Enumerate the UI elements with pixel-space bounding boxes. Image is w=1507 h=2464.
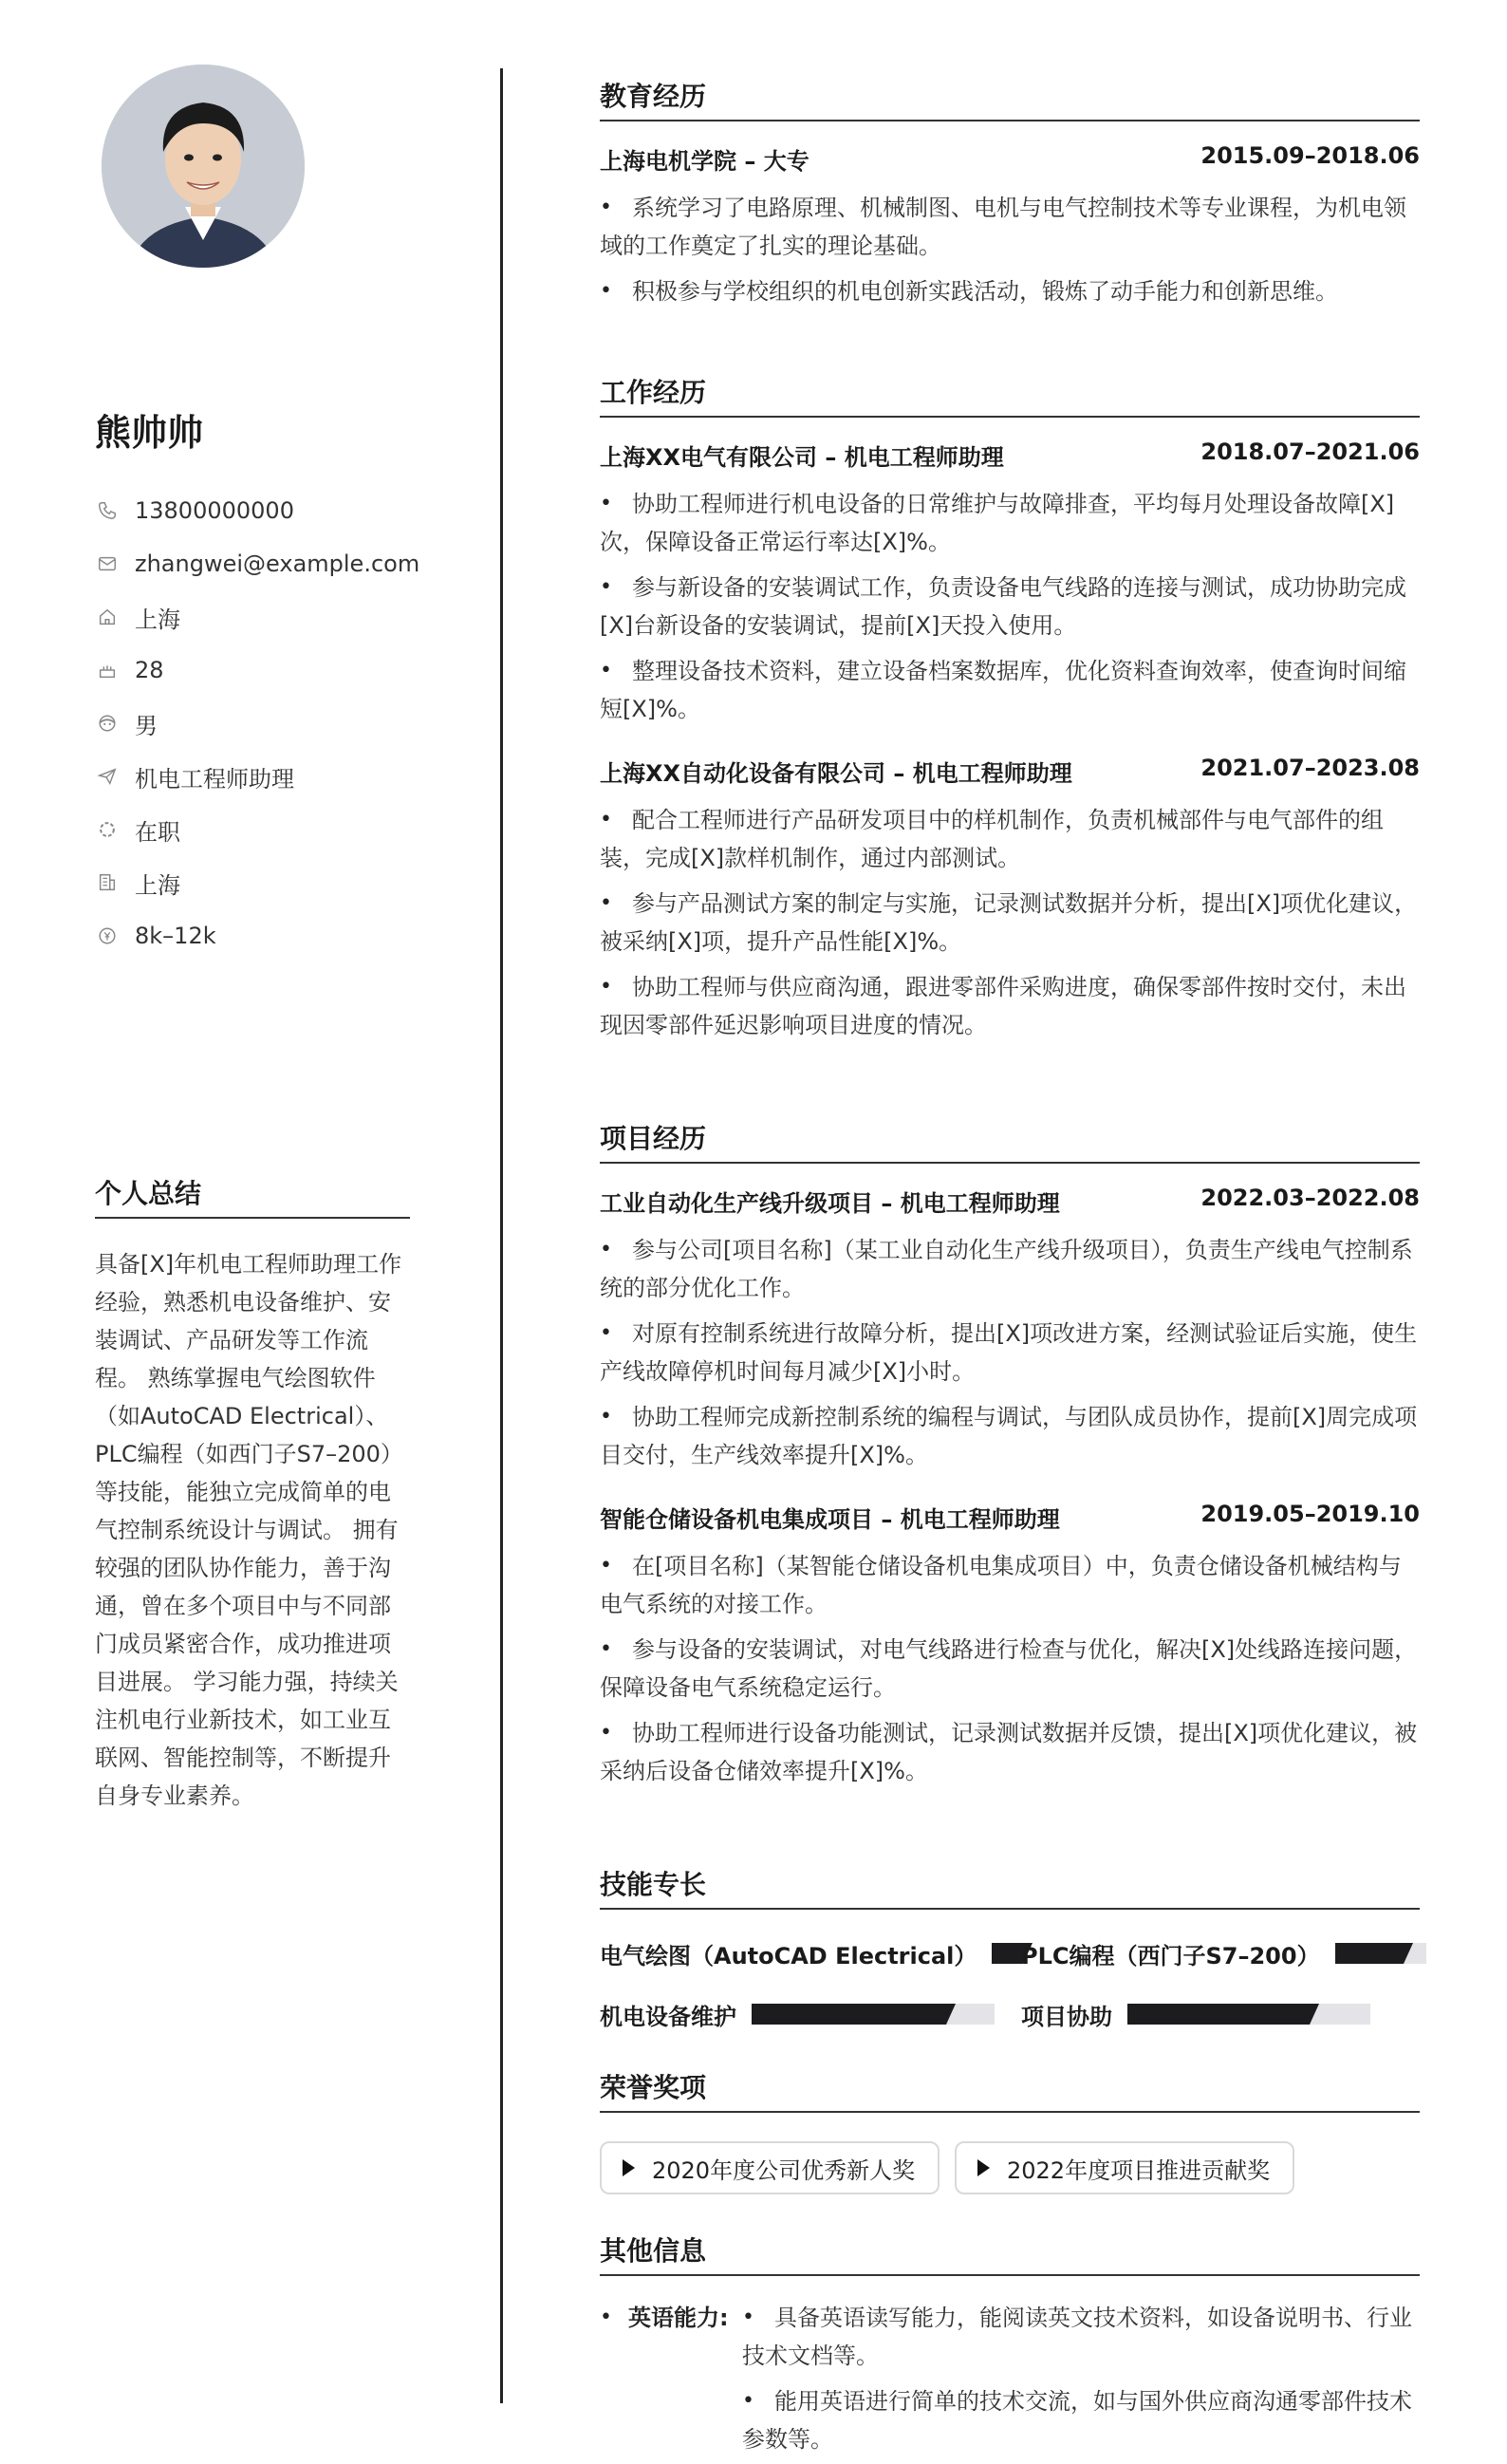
education-section	[600, 76, 1420, 310]
entry-title: 上海电机学院 – 大专	[600, 148, 809, 175]
education-entry	[600, 142, 1420, 310]
sidebar	[0, 0, 501, 2464]
mail-icon	[95, 551, 120, 576]
bullet-list	[600, 1547, 1420, 1790]
skill-item	[600, 1934, 1028, 1972]
contact-text: 28	[135, 657, 164, 683]
project-entry	[600, 1501, 1420, 1790]
section-title: 项目经历	[600, 1118, 1420, 1164]
contact-list	[95, 484, 474, 962]
entry-date: 2015.09–2018.06	[1200, 142, 1420, 169]
building-icon	[95, 870, 120, 895]
summary-title: 个人总结	[95, 1173, 410, 1219]
contact-text: 男	[135, 712, 158, 739]
phone-icon	[95, 498, 120, 523]
list-item: • 能用英语进行简单的技术交流，如与国外供应商沟通零部件技术参数等。	[742, 2382, 1418, 2458]
contact-age	[95, 644, 474, 697]
entry-title: 工业自动化生产线升级项目 – 机电工程师助理	[600, 1190, 1060, 1217]
skill-bar-fill	[1335, 1943, 1404, 1964]
award-tag	[600, 2141, 940, 2194]
list-item: • 协助工程师进行机电设备的日常维护与故障排查，平均每月处理设备故障[X]次，保障设备正常运行率达[X]%。	[600, 485, 1420, 561]
list-item: • 协助工程师完成新控制系统的编程与调试，与团队成员协作，提前[X]周完成项目交付，生产线效率提升[X]%。	[600, 1398, 1420, 1474]
divider	[500, 68, 503, 2403]
skill-bar-fill	[1127, 2004, 1310, 2025]
award-tag	[955, 2141, 1294, 2194]
work-section	[600, 372, 1420, 1044]
avatar	[102, 65, 305, 268]
entry-date: 2019.05–2019.10	[1200, 1501, 1420, 1527]
list-item: • 积极参与学校组织的机电创新实践活动，锻炼了动手能力和创新思维。	[600, 272, 1420, 310]
section-title: 工作经历	[600, 372, 1420, 418]
bullet-list	[600, 1231, 1420, 1474]
entry-date: 2022.03–2022.08	[1200, 1185, 1420, 1211]
list-item: • 参与设备的安装调试，对电气线路进行检查与优化，解决[X]处线路连接问题，保障设备电气系统稳定运行。	[600, 1631, 1420, 1707]
section-title: 技能专长	[600, 1864, 1420, 1910]
entry-header	[600, 1185, 1420, 1218]
face-icon	[95, 711, 120, 736]
contact-text: 上海	[135, 606, 180, 633]
entry-header	[600, 439, 1420, 472]
awards-section	[600, 2067, 1420, 2198]
bullet-dot: •	[600, 2305, 612, 2329]
contact-text: 机电工程师助理	[135, 765, 294, 793]
play-icon	[623, 2159, 635, 2176]
money-icon	[95, 924, 120, 948]
entry-date: 2021.07–2023.08	[1200, 755, 1420, 781]
skill-label: 机电设备维护	[600, 2003, 736, 2030]
other-label: 英语能力:	[628, 2305, 729, 2331]
skills-section	[600, 1864, 1420, 2067]
list-item: • 具备英语读写能力，能阅读英文技术资料，如设备说明书、行业技术文档等。	[742, 2299, 1418, 2375]
contact-text: 在职	[135, 818, 180, 846]
contact-email	[95, 537, 474, 590]
work-entry	[600, 439, 1420, 728]
skill-bar	[1127, 2004, 1370, 2025]
other-item	[600, 2299, 1420, 2458]
contact-city	[95, 856, 474, 909]
contact-gender	[95, 697, 474, 750]
entry-header	[600, 755, 1420, 788]
skill-label: 项目协助	[1021, 2003, 1112, 2030]
bullet-list	[600, 189, 1420, 310]
project-entry	[600, 1185, 1420, 1474]
home-icon	[95, 605, 120, 629]
skill-bar	[752, 2004, 995, 2025]
contact-location	[95, 590, 474, 644]
projects-section	[600, 1118, 1420, 1790]
list-item: • 参与新设备的安装调试工作，负责设备电气线路的连接与测试，成功协助完成[X]台新设备的安装调试，提前[X]天投入使用。	[600, 569, 1420, 644]
list-item: • 整理设备技术资料，建立设备档案数据库，优化资料查询效率，使查询时间缩短[X]%。	[600, 652, 1420, 728]
entry-title: 上海XX电气有限公司 – 机电工程师助理	[600, 444, 1004, 471]
list-item: • 参与公司[项目名称]（某工业自动化生产线升级项目），负责生产线电气控制系统的部分优化工作。	[600, 1231, 1420, 1307]
cake-icon	[95, 658, 120, 682]
list-item: • 配合工程师进行产品研发项目中的样机制作，负责机械部件与电气部件的组装，完成[X]款样机制作，通过内部测试。	[600, 801, 1420, 877]
contact-status	[95, 803, 474, 856]
candidate-name: 熊帅帅	[95, 412, 204, 454]
contact-position	[95, 750, 474, 803]
status-icon	[95, 817, 120, 842]
contact-text: 13800000000	[135, 497, 294, 524]
play-icon	[977, 2159, 990, 2176]
skill-bar-fill	[752, 2004, 946, 2025]
list-item: • 协助工程师进行设备功能测试，记录测试数据并反馈，提出[X]项优化建议，被采纳后设备仓储效率提升[X]%。	[600, 1714, 1420, 1790]
bullet-list	[600, 801, 1420, 1044]
skill-bar	[1335, 1943, 1426, 1964]
entry-title: 智能仓储设备机电集成项目 – 机电工程师助理	[600, 1506, 1060, 1533]
contact-text: 8k–12k	[135, 923, 216, 949]
contact-text: zhangwei@example.com	[135, 551, 420, 577]
entry-title: 上海XX自动化设备有限公司 – 机电工程师助理	[600, 760, 1072, 787]
skills-grid	[600, 1934, 1420, 2067]
award-label: 2022年度项目推进贡献奖	[1007, 2156, 1271, 2184]
work-entry	[600, 755, 1420, 1044]
bullet-list	[742, 2299, 1418, 2458]
awards-list	[600, 2141, 1420, 2198]
contact-salary	[95, 909, 474, 962]
skill-item	[1021, 1995, 1370, 2033]
section-title: 荣誉奖项	[600, 2067, 1420, 2113]
award-label: 2020年度公司优秀新人奖	[652, 2156, 916, 2184]
skill-item	[1021, 1934, 1426, 1972]
entry-date: 2018.07–2021.06	[1200, 439, 1420, 465]
send-icon	[95, 764, 120, 789]
contact-text: 上海	[135, 871, 180, 899]
list-item: • 在[项目名称]（某智能仓储设备机电集成项目）中，负责仓储设备机械结构与电气系统的对接工作。	[600, 1547, 1420, 1623]
summary-text: 具备[X]年机电工程师助理工作经验，熟悉机电设备维护、安装调试、产品研发等工作流程。 熟练掌握电气绘图软件（如AutoCAD Electrical）、PLC编程（如西门子S7–200）等技能，能独立完成简单的电气控制系统设计与调试。 拥有较强的团队协作能力，善于沟通，曾在多个项目中与不同部门成员紧密合作，成功推进项目进展。 学习能力强，持续关注机电行业新技术，如工业互联网、智能控制等，不断提升自身专业素养。	[95, 1251, 403, 1809]
contact-phone	[95, 484, 474, 537]
list-item: • 协助工程师与供应商沟通，跟进零部件采购进度，确保零部件按时交付，未出现因零部件延迟影响项目进度的情况。	[600, 968, 1420, 1044]
section-title: 其他信息	[600, 2231, 1420, 2276]
bullet-list	[600, 485, 1420, 728]
skill-label: PLC编程（西门子S7–200）	[1021, 1942, 1320, 1969]
other-section	[600, 2231, 1420, 2458]
list-item: • 参与产品测试方案的制定与实施，记录测试数据并分析，提出[X]项优化建议，被采纳[X]项，提升产品性能[X]%。	[600, 885, 1420, 961]
list-item: • 系统学习了电路原理、机械制图、电机与电气控制技术等专业课程，为机电领域的工作奠定了扎实的理论基础。	[600, 189, 1420, 265]
portrait-image	[102, 65, 305, 268]
skill-label: 电气绘图（AutoCAD Electrical）	[600, 1942, 977, 1969]
skill-bar-fill	[992, 1943, 1022, 1964]
section-title: 教育经历	[600, 76, 1420, 121]
entry-header	[600, 142, 1420, 176]
skill-item	[600, 1995, 995, 2033]
list-item: • 对原有控制系统进行故障分析，提出[X]项改进方案，经测试验证后实施，使生产线故障停机时间每月减少[X]小时。	[600, 1315, 1420, 1391]
entry-header	[600, 1501, 1420, 1534]
